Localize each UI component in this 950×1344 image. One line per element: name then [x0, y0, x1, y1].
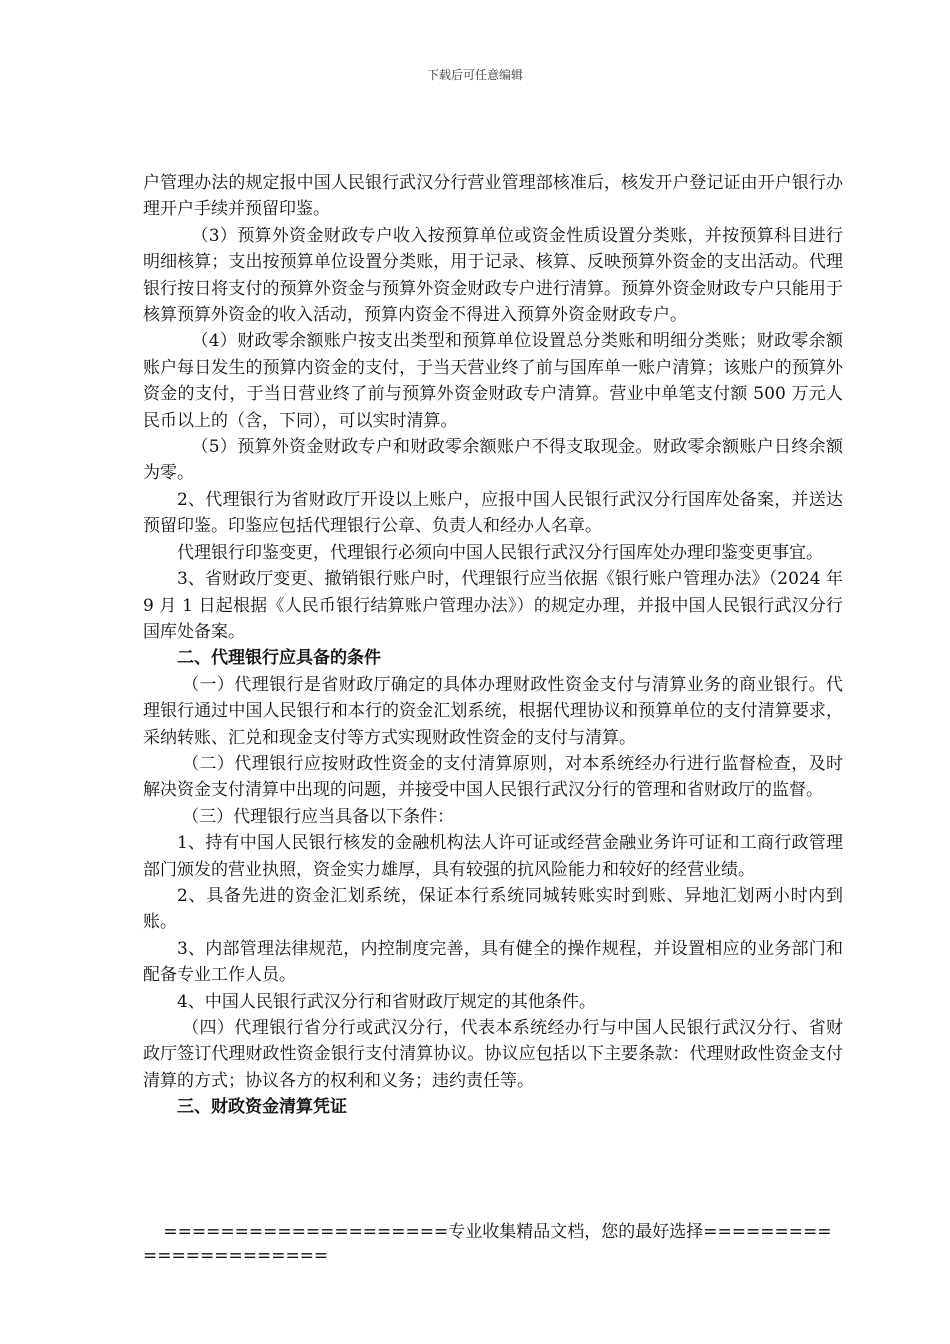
document-body [143, 170, 843, 1121]
paragraph: （5）预算外资金财政专户和财政零余额账户不得支取现金。财政零余额账户日终余额为零。 [143, 437, 843, 484]
section-heading: 三、财政资金清算凭证 [177, 1097, 347, 1118]
paragraph: （一）代理银行是省财政厅确定的具体办理财政性资金支付与清算业务的商业银行。代理银行通过中国人民银行和本行的资金汇划系统，根据代理协议和预算单位的支付清算要求，采纳转账、汇兑和现金支付等方式实现财政性资金的支付与清算。 [143, 674, 843, 748]
paragraph: （二）代理银行应按财政性资金的支付清算原则，对本系统经办行进行监督检查，及时解决资金支付清算中出现的问题，并接受中国人民银行武汉分行的管理和省财政厅的监督。 [143, 753, 843, 801]
page-header: 下载后可任意编辑 [426, 68, 523, 82]
paragraph: 户管理办法的规定报中国人民银行武汉分行营业管理部核准后，核发开户登记证由开户银行办理开户手续并预留印鉴。 [143, 173, 843, 220]
section-heading: 二、代理银行应具备的条件 [177, 648, 381, 669]
paragraph: 4、中国人民银行武汉分行和省财政厅规定的其他条件。 [177, 991, 596, 1012]
paragraph: （三）代理银行应当具备以下条件： [182, 806, 455, 827]
paragraph: 2、具备先进的资金汇划系统，保证本行系统同城转账实时到账、异地汇划两小时内到账。 [143, 885, 843, 933]
paragraph: （3）预算外资金财政专户收入按预算单位或资金性质设置分类账，并按预算科目进行明细核算；支出按预算单位设置分类账，用于记录、核算、反映预算外资金的支出活动。代理银行按日将支付的预算外资金与预算外资金财政专户进行清算。预算外资金财政专户只能用于核算预算外资金的收入活动，预算内资金不得进入预算外资金财政专户。 [143, 225, 843, 326]
paragraph: （四）代理银行省分行或武汉分行，代表本系统经办行与中国人民银行武汉分行、省财政厅签订代理财政性资金银行支付清算协议。协议应包括以下主要条款：代理财政性资金支付清算的方式；协议各方的权利和义务；违约责任等。 [143, 1018, 843, 1091]
paragraph: （4）财政零余额账户按支出类型和预算单位设置总分类账和明细分类账；财政零余额账户每日发生的预算内资金的支付，于当天营业终了前与国库单一账户清算；该账户的预算外资金的支付，于当日营业终了前与预算外资金财政专户清算。营业中单笔支付额 500 万元人民币以上的（含，下同），可以实时清算。 [143, 331, 843, 431]
paragraph: 3、内部管理法律规范，内控制度完善，具有健全的操作规程，并设置相应的业务部门和配备专业工作人员。 [143, 938, 843, 986]
paragraph: 1、持有中国人民银行核发的金融机构法人许可证或经营金融业务许可证和工商行政管理部门颁发的营业执照，资金实力雄厚，具有较强的抗风险能力和较好的经营业绩。 [143, 833, 843, 880]
paragraph: 3、省财政厅变更、撤销银行账户时，代理银行应当依据《银行账户管理办法》（2024 年 9 月 1 日起根据《人民币银行结算账户管理办法》）的规定办理，并报中国人民银行武汉分行国库处备案。 [143, 569, 843, 642]
page-footer: ====================专业收集精品文档，您的最好选择====================== [143, 1222, 832, 1266]
paragraph: 代理银行印鉴变更，代理银行必须向中国人民银行武汉分行国库处办理印鉴变更事宜。 [177, 542, 823, 563]
paragraph: 2、代理银行为省财政厅开设以上账户，应报中国人民银行武汉分行国库处备案，并送达预留印鉴。印鉴应包括代理银行公章、负责人和经办人名章。 [143, 489, 843, 537]
